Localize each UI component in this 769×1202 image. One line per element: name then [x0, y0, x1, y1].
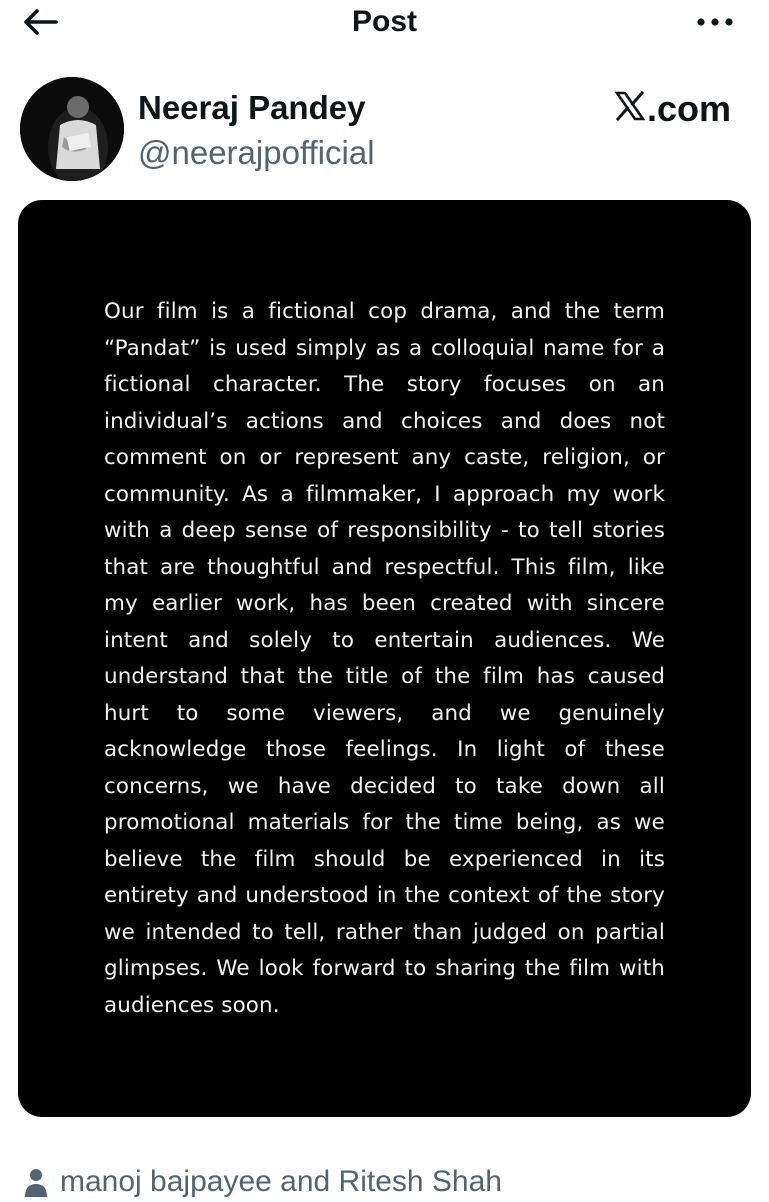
source-domain: .com [646, 88, 731, 129]
social-context[interactable] [24, 1162, 502, 1202]
statement-text: Our film is a fictional cop drama, and the term “Pandat” is used simply as a colloquial name for a fictional character. The story focuses on an individual’s actions and choices and does not comment on or represent any caste, religion, or community. As a filmmaker, I approach my work with a deep sense of responsibility - to tell stories that are thoughtful and respectful. This film, like my earlier work, has been created with sincere intent and solely to entertain audiences. We understand that the title of the film has caused hurt to some viewers, and we genuinely acknowledge those feelings. In light of these concerns, we have decided to take down all promotional materials for the time being, as we believe the film should be experienced in its entirety and understood in the context of the story we intended to tell, rather than judged on partial glimpses. We look forward to sharing the film with audiences soon. [104, 299, 665, 1018]
more-options-button[interactable] [691, 10, 739, 36]
social-context-text: manoj bajpayee and Ritesh Shah [60, 1165, 502, 1198]
post-author [0, 74, 769, 184]
statement-image[interactable] [18, 200, 751, 1117]
author-display-name[interactable]: Neeraj Pandey [138, 89, 366, 126]
source-label [615, 88, 731, 130]
x-logo-icon [615, 88, 647, 130]
person-icon [24, 1167, 48, 1197]
top-bar [0, 0, 769, 50]
page-title: Post [351, 5, 417, 38]
more-horizontal-icon [696, 14, 734, 32]
author-handle[interactable]: @neerajpofficial [138, 134, 375, 171]
avatar[interactable] [20, 77, 124, 181]
